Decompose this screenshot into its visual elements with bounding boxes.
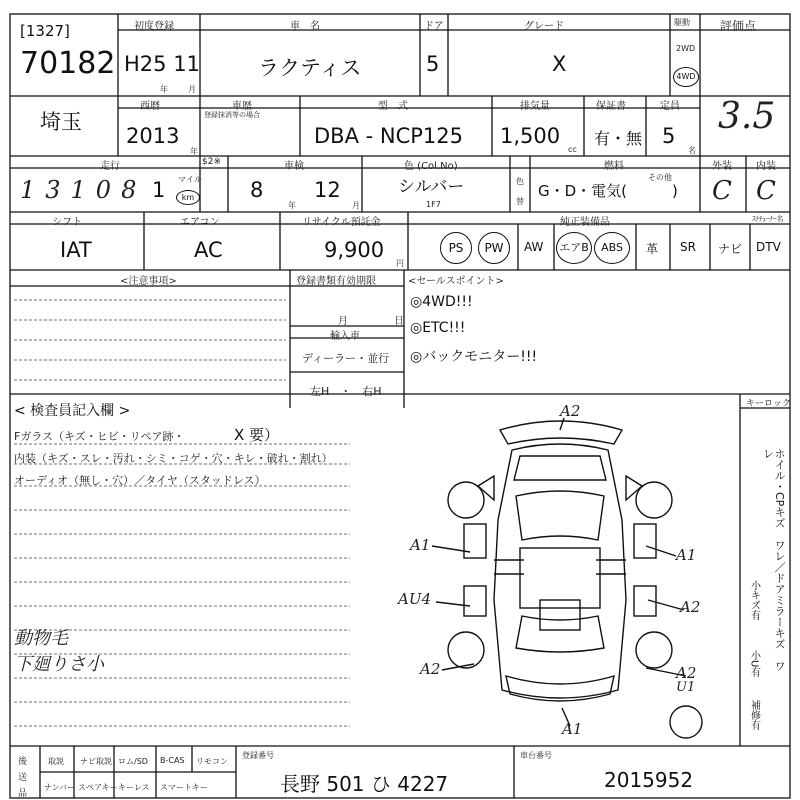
damage-mark-left-front: A1	[410, 536, 431, 554]
sales-point-3: ◎バックモニター!!!	[410, 349, 538, 365]
meter-label: $2※	[202, 157, 221, 167]
chassis-label: 車台番号	[520, 751, 552, 760]
history-sub: 登録抹消等の場合	[204, 111, 260, 119]
capacity-value: 5	[662, 124, 676, 148]
year-unit-1: 年	[160, 85, 168, 94]
footer-side-label-1: 後	[18, 757, 28, 767]
damage-mark-front: A2	[560, 402, 581, 420]
color-name: シルバー	[398, 177, 465, 197]
footer-item-smart-key: スマートキー	[160, 783, 208, 792]
displacement-value: 1,500	[500, 124, 561, 148]
vertical-legend: ホイル・CPキズ ワレ／ドアミラーキズ ワレ	[761, 448, 787, 672]
equip-ps-circled: PS	[440, 232, 472, 264]
import-value: ディーラー・並行	[302, 352, 390, 365]
footer-side-label-2: 送	[18, 773, 28, 783]
equip-sunroof: SR	[680, 240, 696, 254]
damage-mark-right-rear-door: A2	[680, 598, 701, 616]
drive-2wd: 2WD	[676, 44, 696, 53]
handwritten-note-1: 動物毛	[14, 628, 68, 649]
damage-mark-right-rear: A2	[676, 664, 697, 682]
western-year-label: 西暦	[140, 101, 160, 112]
equip-aw: AW	[524, 240, 544, 254]
vertical-sub-3: 補修有	[748, 700, 760, 730]
inspection-month: 12	[314, 178, 341, 202]
displacement-label: 排気量	[520, 101, 550, 112]
recycle-value: 9,900	[324, 238, 385, 262]
damage-mark-left-rear: A2	[420, 660, 441, 678]
damage-mark-rear: A1	[562, 720, 583, 738]
sales-label: <セールスポイント>	[408, 276, 504, 287]
equip-leather: 革	[646, 242, 659, 256]
model-name: ラクティス	[258, 56, 362, 80]
region: 埼玉	[40, 110, 82, 134]
glass-mark: X 要）	[234, 426, 280, 444]
exterior-label: 外装	[712, 161, 732, 172]
equip-dtv: DTV	[756, 240, 781, 254]
equipment-label: 純正装備品	[560, 217, 610, 228]
caution-label: <注意事項>	[120, 276, 177, 287]
footer-item-keyless: キーレス	[118, 783, 150, 792]
equip-pw-circled: PW	[478, 232, 510, 264]
doors-value: 5	[426, 52, 440, 76]
rating-value: 3.5	[718, 96, 776, 137]
fuel-label: 燃料	[604, 161, 624, 172]
lot-number: 70182	[20, 46, 116, 81]
aircon-label: エアコン	[180, 217, 220, 228]
interior-value: C	[756, 176, 776, 206]
model-name-label: 車 名	[290, 21, 320, 32]
shift-value: IAT	[60, 238, 92, 262]
damage-mark-left-rear-door: AU4	[398, 590, 432, 608]
cc-unit: cc	[568, 145, 577, 154]
footer-item-bcas: B-CAS	[160, 756, 185, 765]
equip-abs-circled: ABS	[594, 232, 630, 264]
rating-label: 評価点	[720, 19, 757, 33]
km-circled: km	[176, 190, 200, 205]
footer-item-spare-key: スペアキー	[78, 783, 118, 792]
fuel-value: G・D・電気( )	[538, 182, 678, 200]
year-unit-3: 年	[288, 201, 296, 210]
sales-point-2: ◎ETC!!!	[410, 320, 466, 336]
equip-navi: ナビ	[718, 242, 743, 256]
aircon-value: AC	[194, 238, 223, 262]
docs-label: 登録書類有効期限	[296, 276, 376, 287]
import-label: 輸入車	[330, 331, 360, 342]
year-unit-2: 年	[190, 147, 198, 156]
chassis-number: 2015952	[604, 768, 694, 792]
capacity-unit: 名	[688, 146, 696, 155]
warranty-label: 保証書	[596, 101, 626, 112]
lot-label: [1327]	[20, 22, 70, 40]
fuel-other-label: その他	[648, 173, 672, 182]
inspection-label: 車検	[284, 161, 304, 172]
docs-day-label: 日	[394, 316, 404, 327]
yen-unit: 円	[396, 259, 404, 268]
footer-item-manual: 取説	[48, 757, 64, 766]
plate-number: 長野 501 ひ 4227	[280, 772, 449, 796]
first-reg-label: 初度登録	[134, 21, 174, 32]
audio-line: オーディオ（無し・穴）／タイヤ（スタッドレス）	[14, 474, 266, 487]
sales-point-1: ◎4WD!!!	[410, 294, 473, 310]
inspection-year: 8	[250, 178, 264, 202]
steering-value: 左H ・ 右H	[310, 385, 382, 398]
color-change-label-2: 替	[516, 197, 524, 206]
capacity-label: 定員	[660, 101, 680, 112]
damage-mark-right-rear-2: U1	[676, 680, 696, 695]
grade-label: グレード	[524, 21, 564, 32]
month-unit-3: 月	[352, 201, 360, 210]
doors-label: ドア	[424, 21, 444, 32]
vertical-sub-2: 小U有	[748, 650, 760, 678]
mileage-tail: 1	[152, 178, 166, 202]
docs-month-label: 月	[338, 316, 348, 327]
western-year: 2013	[126, 124, 180, 148]
color-change-label-1: 色	[516, 177, 524, 186]
footer-item-navi-manual: ナビ取説	[80, 757, 112, 766]
footer-item-rom-sd: ロム/SD	[118, 757, 148, 766]
footer-item-plate: ナンバー	[44, 783, 76, 792]
mileage-label: 走行	[100, 161, 120, 172]
month-unit-1: 月	[188, 85, 196, 94]
interior-label: 内装	[756, 161, 776, 172]
grade-value: X	[552, 52, 567, 76]
shift-label: シフト	[52, 217, 82, 228]
first-reg-value: H25 11	[124, 52, 200, 76]
interior-line: 内装（キズ・スレ・汚れ・シミ・コゲ・穴・キレ・破れ・割れ）	[14, 452, 333, 465]
history-label: 車歴	[232, 101, 252, 112]
mile-label: マイル	[178, 175, 202, 184]
color-label: 色 (Col.No)	[404, 161, 458, 172]
damage-mark-right-front: A1	[676, 546, 697, 564]
glass-line: Fガラス（キズ・ヒビ・リペア跡・	[14, 430, 185, 443]
tuner-label: ｽﾃﾁｭｰﾅｰ名	[752, 215, 784, 223]
plate-label: 登録番号	[242, 751, 274, 760]
equip-airbag-circled: エアB	[556, 232, 592, 264]
recycle-label: リサイクル預託金	[302, 217, 381, 228]
drive-4wd-circled: 4WD	[673, 67, 699, 87]
vertical-sub-1: 小キズ有	[748, 580, 760, 620]
footer-side-label-3: 品	[18, 789, 28, 799]
warranty-value: 有・無	[594, 129, 643, 148]
keylock-label: キーロック	[746, 399, 791, 409]
color-code: 1F7	[426, 200, 441, 209]
footer-item-remote: リモコン	[196, 757, 228, 766]
type-label: 型 式	[378, 101, 408, 112]
mileage-digits: 13108	[20, 176, 147, 204]
type-value: DBA - NCP125	[314, 124, 463, 148]
drive-label: 駆動	[674, 18, 690, 27]
inspector-label: < 検査員記入欄 >	[14, 403, 131, 419]
handwritten-note-2: 下廻りさ小	[14, 654, 104, 675]
exterior-value: C	[712, 176, 732, 206]
